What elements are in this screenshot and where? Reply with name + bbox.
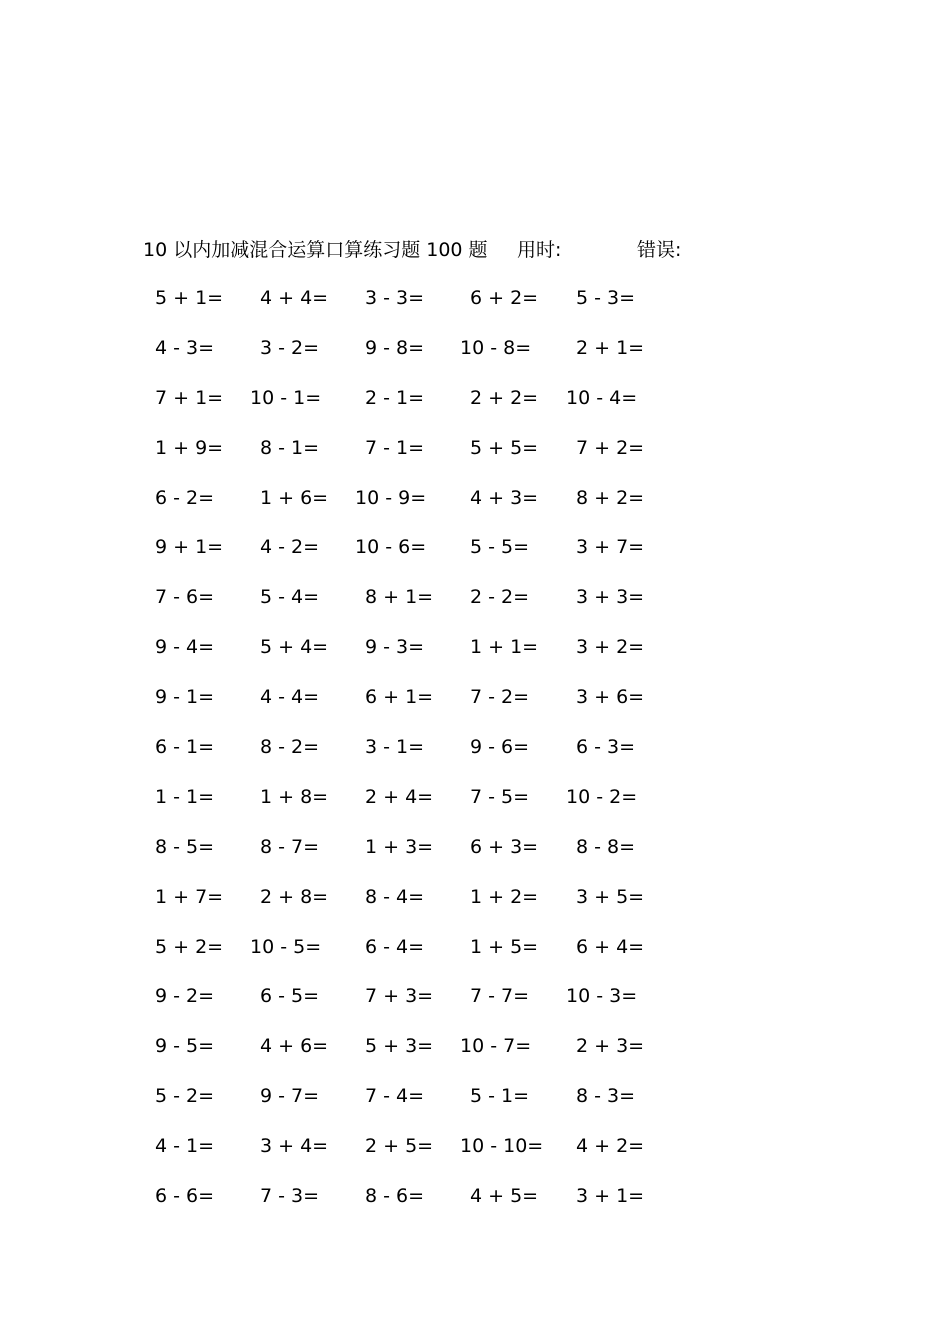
problem-item: 10 - 4= — [566, 386, 638, 409]
problem-item: 2 - 1= — [365, 386, 425, 409]
problem-item: 10 - 5= — [250, 935, 322, 958]
problem-item: 10 - 10= — [460, 1135, 544, 1158]
problem-item: 9 - 5= — [155, 1035, 215, 1058]
problem-item: 6 + 1= — [365, 686, 434, 709]
problem-item: 9 - 3= — [365, 636, 425, 659]
problem-item: 8 + 1= — [365, 586, 434, 609]
problem-row — [0, 484, 950, 534]
problem-item: 5 + 2= — [155, 935, 224, 958]
problem-item: 5 - 2= — [155, 1085, 215, 1108]
problem-item: 8 + 2= — [576, 486, 645, 509]
problem-item: 5 + 1= — [155, 287, 224, 309]
problem-item: 3 + 6= — [576, 686, 645, 709]
problem-item: 1 + 3= — [365, 835, 434, 858]
problem-item: 1 - 1= — [155, 785, 215, 808]
problem-row — [0, 334, 950, 384]
problem-item: 2 + 1= — [576, 336, 645, 359]
problem-item: 5 - 1= — [470, 1085, 530, 1108]
problem-item: 10 - 7= — [460, 1035, 532, 1058]
problem-item: 2 - 2= — [470, 586, 530, 609]
problem-row — [0, 683, 950, 733]
problem-item: 5 - 3= — [576, 287, 636, 309]
problem-item: 3 + 5= — [576, 885, 645, 908]
problem-item: 10 - 2= — [566, 785, 638, 808]
problem-item: 2 + 3= — [576, 1035, 645, 1058]
problem-item: 1 + 7= — [155, 885, 224, 908]
problem-item: 9 - 1= — [155, 686, 215, 709]
problem-item: 5 - 5= — [470, 536, 530, 559]
problem-item: 5 - 4= — [260, 586, 320, 609]
problem-row — [0, 583, 950, 633]
problem-item: 9 - 6= — [470, 736, 530, 759]
problem-item: 1 + 6= — [260, 486, 329, 509]
problem-row — [0, 434, 950, 484]
problem-row — [0, 833, 950, 883]
problem-item: 1 + 8= — [260, 785, 329, 808]
problem-item: 7 - 3= — [260, 1185, 320, 1208]
problem-item: 6 + 3= — [470, 835, 539, 858]
problem-item: 6 - 4= — [365, 935, 425, 958]
problem-item: 3 + 4= — [260, 1135, 329, 1158]
problem-row — [0, 533, 950, 583]
problem-item: 3 + 3= — [576, 586, 645, 609]
problem-item: 2 + 5= — [365, 1135, 434, 1158]
problem-item: 6 - 1= — [155, 736, 215, 759]
problem-row — [0, 1032, 950, 1082]
problem-item: 8 - 8= — [576, 835, 636, 858]
problem-item: 2 + 8= — [260, 885, 329, 908]
problem-item: 5 + 5= — [470, 436, 539, 459]
problem-item: 1 + 5= — [470, 935, 539, 958]
problem-item: 6 + 4= — [576, 935, 645, 958]
problem-item: 4 - 2= — [260, 536, 320, 559]
problem-item: 7 - 1= — [365, 436, 425, 459]
problem-item: 7 - 4= — [365, 1085, 425, 1108]
problem-row — [0, 982, 950, 1032]
problem-item: 10 - 1= — [250, 386, 322, 409]
problem-item: 3 - 3= — [365, 287, 425, 309]
problem-row — [0, 783, 950, 833]
problem-item: 1 + 9= — [155, 436, 224, 459]
problem-item: 4 - 1= — [155, 1135, 215, 1158]
time-spent-label: 用时: — [517, 239, 562, 261]
problem-item: 3 - 2= — [260, 336, 320, 359]
problem-item: 6 - 6= — [155, 1185, 215, 1208]
problem-item: 8 - 5= — [155, 835, 215, 858]
problem-item: 3 + 2= — [576, 636, 645, 659]
problem-row — [0, 633, 950, 683]
problem-item: 9 - 8= — [365, 336, 425, 359]
problem-item: 3 + 7= — [576, 536, 645, 559]
problem-item: 9 - 4= — [155, 636, 215, 659]
problem-item: 4 + 4= — [260, 287, 329, 309]
problem-item: 4 + 6= — [260, 1035, 329, 1058]
problem-row — [0, 1182, 950, 1232]
problem-row — [0, 883, 950, 933]
problem-row — [0, 933, 950, 983]
problem-item: 4 - 4= — [260, 686, 320, 709]
error-count-label: 错误: — [637, 239, 682, 261]
problem-item: 6 + 2= — [470, 287, 539, 309]
problem-item: 5 + 3= — [365, 1035, 434, 1058]
problem-item: 8 - 4= — [365, 885, 425, 908]
problem-item: 8 - 2= — [260, 736, 320, 759]
problem-item: 4 - 3= — [155, 336, 215, 359]
problem-item: 6 - 5= — [260, 985, 320, 1008]
problem-row — [0, 1082, 950, 1132]
problem-item: 7 + 2= — [576, 436, 645, 459]
problem-item: 7 - 7= — [470, 985, 530, 1008]
problem-item: 2 + 4= — [365, 785, 434, 808]
problem-item: 10 - 8= — [460, 336, 532, 359]
problem-item: 5 + 4= — [260, 636, 329, 659]
problem-row — [0, 733, 950, 783]
problem-item: 4 + 3= — [470, 486, 539, 509]
problem-item: 1 + 1= — [470, 636, 539, 659]
problem-item: 4 + 5= — [470, 1185, 539, 1208]
problem-item: 1 + 2= — [470, 885, 539, 908]
problem-item: 3 + 1= — [576, 1185, 645, 1208]
problem-item: 10 - 9= — [355, 486, 427, 509]
problem-item: 4 + 2= — [576, 1135, 645, 1158]
problem-item: 7 - 5= — [470, 785, 530, 808]
problem-item: 9 - 7= — [260, 1085, 320, 1108]
problem-item: 10 - 6= — [355, 536, 427, 559]
problem-grid — [0, 284, 950, 1232]
problem-row — [0, 1132, 950, 1182]
problem-item: 6 - 3= — [576, 736, 636, 759]
problem-item: 8 - 3= — [576, 1085, 636, 1108]
problem-item: 3 - 1= — [365, 736, 425, 759]
problem-item: 8 - 7= — [260, 835, 320, 858]
problem-row — [0, 284, 950, 334]
problem-item: 6 - 2= — [155, 486, 215, 509]
problem-item: 2 + 2= — [470, 386, 539, 409]
problem-item: 9 + 1= — [155, 536, 224, 559]
problem-item: 10 - 3= — [566, 985, 638, 1008]
problem-item: 7 + 3= — [365, 985, 434, 1008]
problem-row — [0, 384, 950, 434]
problem-item: 7 - 6= — [155, 586, 215, 609]
problem-item: 7 - 2= — [470, 686, 530, 709]
worksheet-title: 10 以内加减混合运算口算练习题 100 题 — [143, 239, 488, 261]
problem-item: 9 - 2= — [155, 985, 215, 1008]
problem-item: 7 + 1= — [155, 386, 224, 409]
problem-item: 8 - 1= — [260, 436, 320, 459]
problem-item: 8 - 6= — [365, 1185, 425, 1208]
